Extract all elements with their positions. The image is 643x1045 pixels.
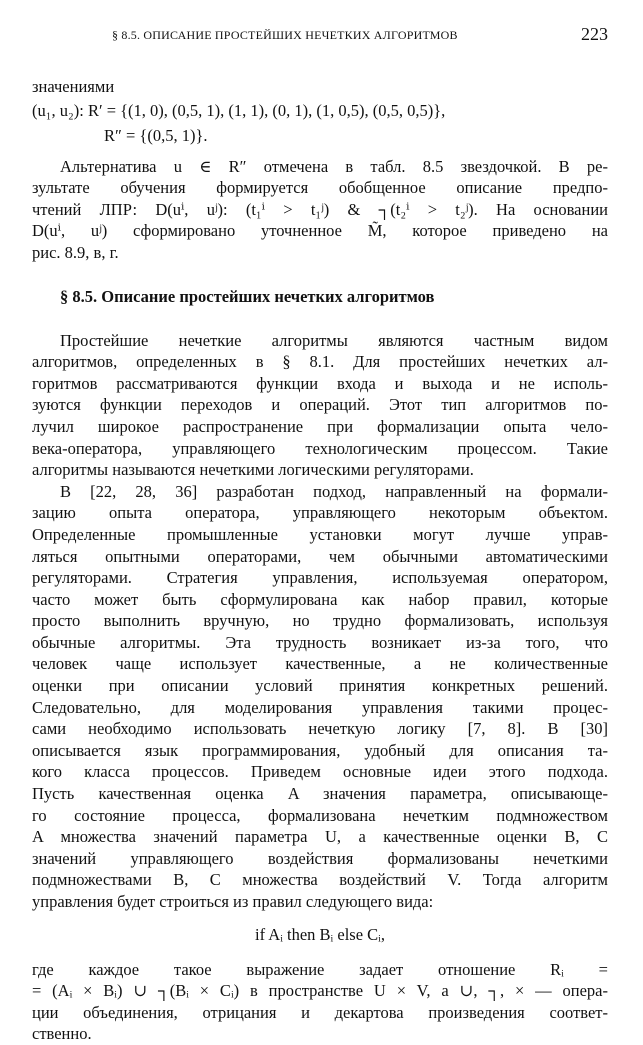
text-line: кого класса процессов. Приведем основные идеи этого подхода. [32, 762, 608, 782]
section-heading: § 8.5. Описание простейших нечетких алгоритмов [60, 286, 435, 306]
text-line: ственно. [32, 1024, 92, 1044]
intro-line: значениями [32, 77, 115, 96]
text-line: чтений ЛПР: D(uⁱ, uʲ): (t₁ⁱ > t₁ʲ) & ┐(t₂ⁱ > t₂ʲ). На основании [32, 199, 608, 219]
text-line: ции объединения, отрицания и декартова произведения соответ- [32, 1002, 608, 1022]
text-line: человек чаще использует качественные, а не количественные [32, 654, 608, 674]
formula-r-double-prime: R″ = {(0,5, 1)}. [104, 125, 208, 145]
paragraph-3 [32, 481, 608, 913]
text-line: значений управляющего воздействия формализованы нечеткими [32, 848, 608, 868]
text-line: регуляторами. Стратегия управления, используемая оператором, [32, 568, 608, 588]
paragraph-2 [32, 330, 608, 481]
text-line: обычные алгоритмы. Эта трудность возникает из-за того, что [32, 632, 608, 652]
text-line: Пусть качественная оценка A значения параметра, описывающе- [32, 784, 608, 804]
text-line: сами необходимо использовать нечеткую логику [7, 8]. В [30] [32, 719, 608, 739]
text-line: Определенные промышленные установки могут лучше управ- [32, 524, 608, 544]
text-line: = (Aᵢ × Bᵢ) ∪ ┐(Bᵢ × Cᵢ) в пространстве U × V, а ∪, ┐, × — опера- [32, 981, 608, 1001]
running-head: § 8.5. ОПИСАНИЕ ПРОСТЕЙШИХ НЕЧЕТКИХ АЛГОРИТМОВ [112, 28, 458, 42]
formula-r-prime: (u₁, u₂): R′ = {(1, 0), (0,5, 1), (1, 1), (0, 1), (1, 0,5), (0,5, 0,5)}, [32, 100, 446, 120]
text-line: зультате обучения формируется обобщенное описание предпо- [32, 178, 608, 198]
text-line: Альтернатива u ∈ R″ отмечена в табл. 8.5 звездочкой. В ре- [60, 156, 608, 176]
text-line: В [22, 28, 36] разработан подход, направленный на формали- [60, 481, 608, 501]
text-line: рис. 8.9, в, г. [32, 242, 119, 262]
page-number: 223 [581, 24, 608, 44]
page-body [32, 76, 608, 1045]
text-line: алгоритмы называются нечеткими логическими регуляторами. [32, 460, 474, 480]
page-header [60, 26, 608, 50]
text-line: зуются функции переходов и операций. Этот тип алгоритмов по- [32, 395, 608, 415]
text-line: Простейшие нечеткие алгоритмы являются частным видом [60, 330, 608, 350]
rule-formula: if Aᵢ then Bᵢ else Cᵢ, [254, 924, 385, 944]
paragraph-1 [32, 156, 608, 264]
text-line: управления будет строиться из правил следующего вида: [32, 892, 434, 911]
text-line: оценки при описании условий принятия конкретных решений. [32, 676, 608, 696]
text-line: описывается язык программирования, удобный для описания та- [32, 740, 608, 760]
text-line: просто выполнить вручную, но трудно формализовать, используя [32, 611, 608, 631]
text-line: подмножествами B, C множества воздействий V. Тогда алгоритм [32, 870, 608, 890]
text-line: часто может быть сформулирована как набор правил, которые [32, 589, 608, 609]
text-line: горитмов рассматриваются функции входа и выхода и не исполь- [32, 373, 608, 393]
text-line: алгоритмов, определенных в § 8.1. Для простейших нечетких ал- [32, 352, 608, 372]
text-line: ляться опытными операторами, чем обычными автоматическими [32, 546, 608, 566]
text-line: зацию опыта оператора, управляющего некоторым объектом. [32, 503, 608, 523]
text-line: го состояние процесса, формализована нечетким подмножеством [32, 805, 608, 825]
text-line: D(uⁱ, uʲ) сформировано уточненное M̃, которое приведено на [32, 221, 608, 241]
text-line: A множества значений параметра U, а качественные оценки B, C [32, 827, 608, 847]
text-line: где каждое такое выражение задает отношение Rᵢ = [32, 959, 608, 979]
paragraph-4 [32, 959, 608, 1045]
text-line: века-оператора, управляющего технологическим процессом. Такие [32, 438, 608, 458]
text-line: лучил широкое распространение при формализации опыта чело- [32, 416, 608, 436]
text-line: Следовательно, для моделирования управления такими процес- [32, 697, 608, 717]
